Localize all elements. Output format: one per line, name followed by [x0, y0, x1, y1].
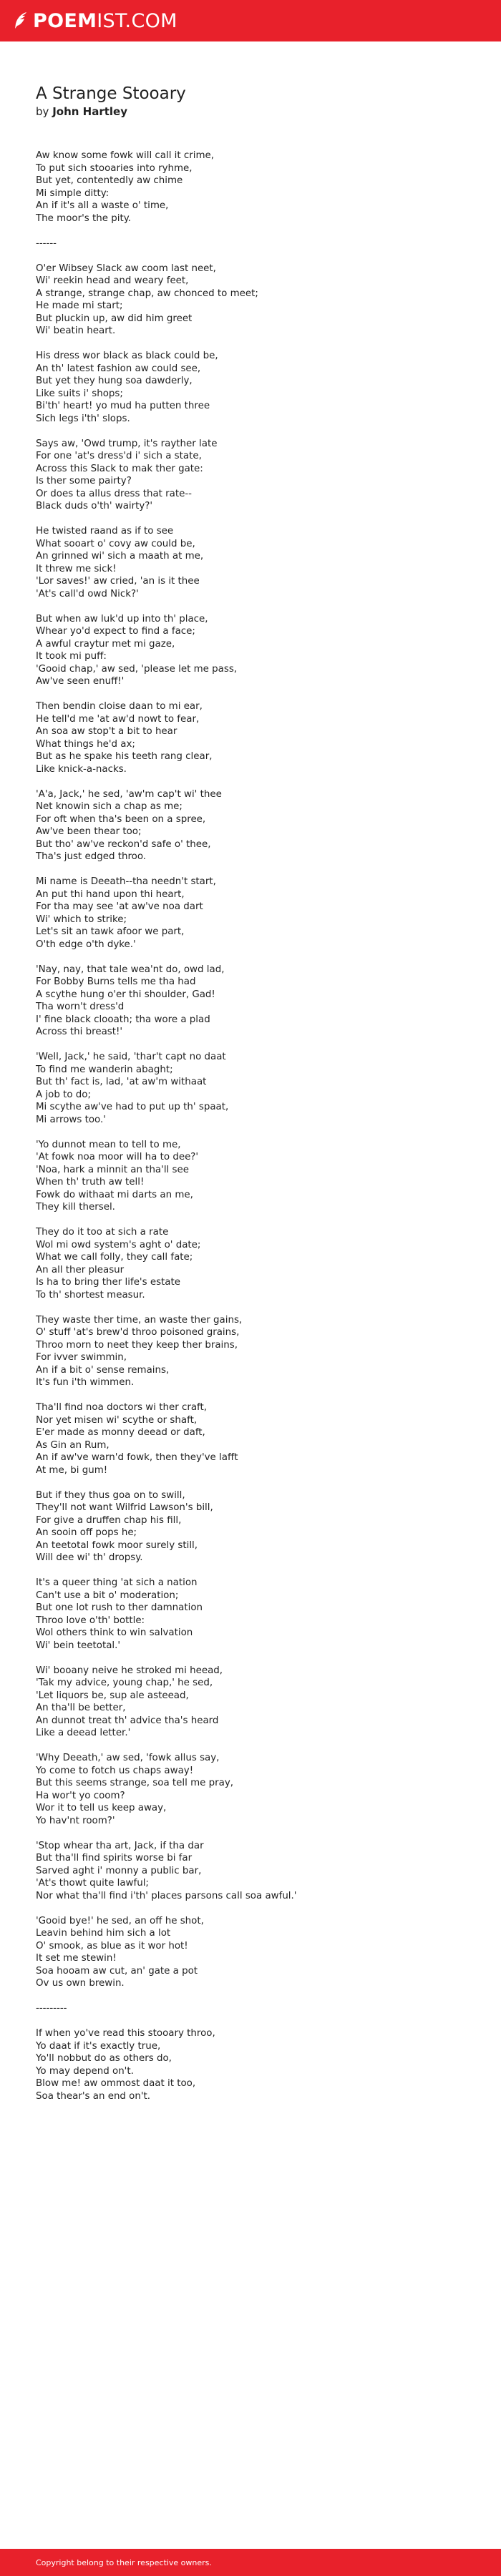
poem-stanza — [36, 964, 501, 1039]
poem-line: Aw've seen enuff!' — [36, 676, 125, 687]
poem-line: 'At's thowt quite lawful; — [36, 1878, 149, 1889]
poem-line: It set me stewin! — [36, 1953, 117, 1964]
poem-stanza — [36, 2027, 501, 2102]
poem-line: But this seems strange, soa tell me pray, — [36, 1778, 234, 1788]
poem-line: 'Lor saves!' aw cried, 'an is it thee — [36, 576, 200, 587]
poem-line: It threw me sick! — [36, 563, 117, 574]
poem-line: Sarved aght i' monny a public bar, — [36, 1865, 202, 1876]
poem-line: Says aw, 'Owd trump, it's rayther late — [36, 438, 218, 449]
site-header — [0, 0, 501, 41]
poem-line: 'Well, Jack,' he said, 'thar't capt no daat — [36, 1052, 226, 1062]
poem-line: Throo morn to neet they keep ther brains, — [36, 1339, 238, 1351]
footer-copyright: Copyright belong to their respective owners. — [36, 2557, 212, 2567]
poem-line: Ov us own brewin. — [36, 1978, 125, 1989]
poem-stanza — [36, 1051, 501, 1126]
poem-line: For tha may see 'at aw've noa dart — [36, 901, 203, 912]
poem-line: But yet, contentedly aw chime — [36, 175, 183, 186]
poem-line: Wor it to tell us keep away, — [36, 1803, 167, 1813]
poem-line: Blow me! aw ommost daat it too, — [36, 2078, 196, 2089]
poem-line: An grinned wi' sich a maath at me, — [36, 551, 204, 562]
poem-line: Nor yet misen wi' scythe or shaft, — [36, 1414, 198, 1426]
poem-line: They'll not want Wilfrid Lawson's bill, — [36, 1502, 213, 1513]
poem-line: 'Why Deeath,' aw sed, 'fowk allus say, — [36, 1753, 220, 1763]
poem-line: Then bendin cloise daan to mi ear, — [36, 701, 203, 712]
poem-line: Let's sit an tawk afoor we part, — [36, 926, 185, 937]
poem-line: Wol mi owd system's aght o' date; — [36, 1239, 201, 1250]
poem-line: An teetotal fowk moor surely still, — [36, 1539, 198, 1551]
poem-line: 'Gooid chap,' aw sed, 'please let me pass, — [36, 663, 238, 675]
poem-line: What sooart o' covy aw could be, — [36, 538, 195, 549]
poem-stanza — [36, 788, 501, 863]
poem-line: Wi' beatin heart. — [36, 325, 116, 336]
poem-line: Leavin behind him sich a lot — [36, 1928, 171, 1939]
poem-line: To put sich stooaries into ryhme, — [36, 162, 193, 174]
poem-line: Yo hav'nt room?' — [36, 1815, 115, 1826]
poem-stanza — [36, 1139, 501, 1214]
poem-line: It's a queer thing 'at sich a nation — [36, 1577, 198, 1588]
poem-line: Like suits i' shops; — [36, 388, 123, 399]
poem-stanza — [36, 1840, 501, 1903]
poem-line: Wi' which to strike; — [36, 914, 127, 925]
poem-line: An if it's all a waste o' time, — [36, 200, 169, 211]
poem-line: But yet they hung soa dawderly, — [36, 376, 193, 386]
poem-line: 'Let liquors be, sup ale asteead, — [36, 1690, 189, 1701]
poem-line: Will dee wi' th' dropsy. — [36, 1552, 143, 1563]
poem-line: A awful craytur met mi gaze, — [36, 638, 175, 650]
poem-line: If when yo've read this stooary throo, — [36, 2028, 215, 2039]
poem-line: It took mi puff: — [36, 651, 107, 662]
poem-line: Aw know some fowk will call it crime, — [36, 150, 215, 161]
poem-line: It's fun i'th wimmen. — [36, 1377, 135, 1388]
poem-line: For one 'at's dress'd i' sich a state, — [36, 451, 202, 461]
poem-line: Yo'll nobbut do as others do, — [36, 2053, 172, 2064]
poem-line: But th' fact is, lad, 'at aw'm withaat — [36, 1077, 207, 1087]
poem-line: I' fine black clooath; tha wore a plad — [36, 1014, 210, 1025]
logo-wordmark — [33, 11, 177, 31]
poem-line: Yo may depend on't. — [36, 2065, 134, 2077]
poem-stanza — [36, 1489, 501, 1564]
poem-line: What things he'd ax; — [36, 738, 135, 750]
poem-line: Fowk do withaat mi darts an me, — [36, 1189, 193, 1200]
poem-line: They do it too at sich a rate — [36, 1227, 169, 1238]
poem-line: O'er Wibsey Slack aw coom last neet, — [36, 263, 216, 274]
poem-line: At me, bi gum! — [36, 1464, 108, 1476]
poem-stanza — [36, 1665, 501, 1740]
poem-line: Aw've been thear too; — [36, 826, 142, 837]
poem-line: Wi' booany neive he stroked mi heead, — [36, 1665, 223, 1676]
poem-line: Mi arrows too.' — [36, 1114, 106, 1125]
poem-line: An if aw've warn'd fowk, then they've lafft — [36, 1452, 238, 1463]
poem-line: He tell'd me 'at aw'd nowt to fear, — [36, 713, 200, 725]
poem-line: But as he spake his teeth rang clear, — [36, 751, 213, 762]
poem-stanza — [36, 700, 501, 775]
poem-body — [36, 150, 501, 2102]
poem-line: E'er made as monny deead or daft, — [36, 1427, 205, 1438]
poem-stanza — [36, 876, 501, 951]
poem-line: 'At fowk noa moor will ha to dee?' — [36, 1152, 199, 1162]
poem-line: Is ha to bring ther life's estate — [36, 1277, 181, 1288]
byline-prefix: by — [36, 105, 49, 118]
poem-stanza — [36, 350, 501, 425]
poem-line: When th' truth aw tell! — [36, 1177, 145, 1187]
poem-line: But when aw luk'd up into th' place, — [36, 613, 208, 625]
poem-line: To find me wanderin abaght; — [36, 1064, 173, 1075]
poem-stanza — [36, 613, 501, 688]
site-logo[interactable] — [13, 11, 177, 31]
poem-line: For Bobby Burns tells me tha had — [36, 976, 196, 987]
poem-line: An dunnot treat th' advice tha's heard — [36, 1715, 219, 1726]
poem-line: 'Noa, hark a minnit an tha'll see — [36, 1164, 189, 1175]
poem-line: Tha's just edged throo. — [36, 851, 147, 862]
poem-title: A Strange Stooary — [36, 84, 186, 103]
poem-line: But one lot rush to ther damnation — [36, 1602, 203, 1613]
poem-line: An if a bit o' sense remains, — [36, 1364, 170, 1376]
poem-line: A strange, strange chap, aw chonced to meet; — [36, 288, 258, 299]
poem-line: 'Gooid bye!' he sed, an off he shot, — [36, 1915, 204, 1926]
poem-stanza — [36, 263, 501, 338]
poem-line: For give a druffen chap his fill, — [36, 1514, 182, 1526]
poem-line: Mi simple ditty: — [36, 187, 110, 199]
poem-line: An th' latest fashion aw could see, — [36, 363, 201, 374]
poem-line: Wi' reekin head and weary feet, — [36, 275, 189, 286]
poem-line: Can't use a bit o' moderation; — [36, 1590, 179, 1601]
poem-stanza — [36, 1577, 501, 1652]
poem-line: Ha wor't yo coom? — [36, 1790, 125, 1801]
logo-light-text: IST.COM — [97, 9, 177, 32]
poem-line: 'At's call'd owd Nick?' — [36, 588, 139, 599]
poem-line: O'th edge o'th dyke.' — [36, 939, 136, 950]
poem-line: Tha'll find noa doctors wi ther craft, — [36, 1402, 208, 1413]
poem-line: Wol others think to win salvation — [36, 1627, 193, 1638]
poem-line: For ivver swimmin, — [36, 1352, 127, 1363]
poem-line: But pluckin up, aw did him greet — [36, 313, 193, 324]
poem-line: Across thi breast!' — [36, 1027, 123, 1037]
poem-line: Like a deead letter.' — [36, 1728, 131, 1738]
poem-line: 'A'a, Jack,' he sed, 'aw'm cap't wi' thee — [36, 788, 222, 800]
poem-stanza — [36, 1314, 501, 1389]
logo-bold-text: POEM — [33, 9, 97, 32]
poem-stanza — [36, 1401, 501, 1476]
poem-line: Across this Slack to mak ther gate: — [36, 463, 203, 474]
poem-content — [0, 41, 501, 2549]
poem-line: Nor what tha'll find i'th' places parsons call soa awful.' — [36, 1890, 297, 1901]
poem-stanza — [36, 525, 501, 600]
author-link[interactable]: John Hartley — [52, 105, 127, 118]
poem-line: But tho' aw've reckon'd safe o' thee, — [36, 838, 211, 850]
site-footer — [0, 2549, 501, 2576]
poem-stanza — [36, 1752, 501, 1827]
poem-line: O' smook, as blue as it wor hot! — [36, 1940, 188, 1951]
poem-line: Whear yo'd expect to find a face; — [36, 626, 195, 637]
poem-line: For oft when tha's been on a spree, — [36, 813, 206, 825]
quill-icon — [13, 11, 29, 30]
poem-line: 'Stop whear tha art, Jack, if tha dar — [36, 1840, 204, 1851]
poem-line: Soa hooam aw cut, an' gate a pot — [36, 1965, 198, 1977]
poem-line: His dress wor black as black could be, — [36, 351, 218, 361]
poem-line: But tha'll find spirits worse bi far — [36, 1853, 193, 1864]
poem-line: An put thi hand upon thi heart, — [36, 888, 185, 900]
poem-stanza — [36, 438, 501, 513]
poem-line: Net knowin sich a chap as me; — [36, 801, 183, 812]
poem-line: O' stuff 'at's brew'd throo poisoned grains, — [36, 1327, 240, 1338]
poem-line: Black duds o'th' wairty?' — [36, 501, 153, 511]
poem-line: Bi'th' heart! yo mud ha putten three — [36, 401, 210, 411]
poem-line: Wi' bein teetotal.' — [36, 1640, 121, 1651]
poem-line: 'Yo dunnot mean to tell to me, — [36, 1139, 181, 1150]
poem-stanza — [36, 150, 501, 225]
poem-byline — [36, 104, 501, 119]
poem-stanza — [36, 237, 501, 250]
poem-line: To th' shortest measur. — [36, 1289, 145, 1301]
poem-line: A scythe hung o'er thi shoulder, Gad! — [36, 989, 215, 1000]
poem-line: Like knick-a-nacks. — [36, 763, 127, 775]
poem-line: Yo daat if it's exactly true, — [36, 2040, 161, 2052]
poem-stanza — [36, 2002, 501, 2015]
poem-line: Yo come to fotch us chaps away! — [36, 1765, 194, 1776]
poem-line: An sooin off pops he; — [36, 1527, 137, 1538]
poem-line: Is ther some pairty? — [36, 476, 132, 486]
poem-line: An all ther pleasur — [36, 1264, 125, 1275]
poem-line: Tha worn't dress'd — [36, 1001, 125, 1012]
poem-line: What we call folly, they call fate; — [36, 1252, 193, 1263]
poem-line: The moor's the pity. — [36, 212, 131, 224]
poem-line: 'Nay, nay, that tale wea'nt do, owd lad, — [36, 964, 225, 975]
poem-line: As Gin an Rum, — [36, 1439, 110, 1451]
poem-line: An soa aw stop't a bit to hear — [36, 726, 177, 737]
poem-line: A job to do; — [36, 1089, 91, 1100]
poem-line: He made mi start; — [36, 300, 123, 311]
poem-line: Sich legs i'th' slops. — [36, 413, 130, 424]
poem-line: He twisted raand as if to see — [36, 526, 174, 537]
poem-line: Mi name is Deeath--tha needn't start, — [36, 876, 216, 887]
poem-line: They waste ther time, an waste ther gains, — [36, 1314, 243, 1326]
poem-stanza — [36, 1226, 501, 1301]
poem-line: Or does ta allus dress that rate-- — [36, 488, 193, 499]
poem-line: But if they thus goa on to swill, — [36, 1489, 185, 1501]
poem-line: They kill thersel. — [36, 1202, 115, 1213]
poem-line: Soa thear's an end on't. — [36, 2090, 151, 2102]
poem-line: Throo love o'th' bottle: — [36, 1615, 145, 1626]
poem-line: An tha'll be better, — [36, 1703, 126, 1713]
poem-stanza — [36, 1915, 501, 1990]
poem-line: ------ — [36, 237, 57, 249]
poem-line: --------- — [36, 2003, 67, 2014]
poem-line: 'Tak my advice, young chap,' he sed, — [36, 1678, 213, 1688]
poem-line: Mi scythe aw've had to put up th' spaat, — [36, 1102, 229, 1112]
